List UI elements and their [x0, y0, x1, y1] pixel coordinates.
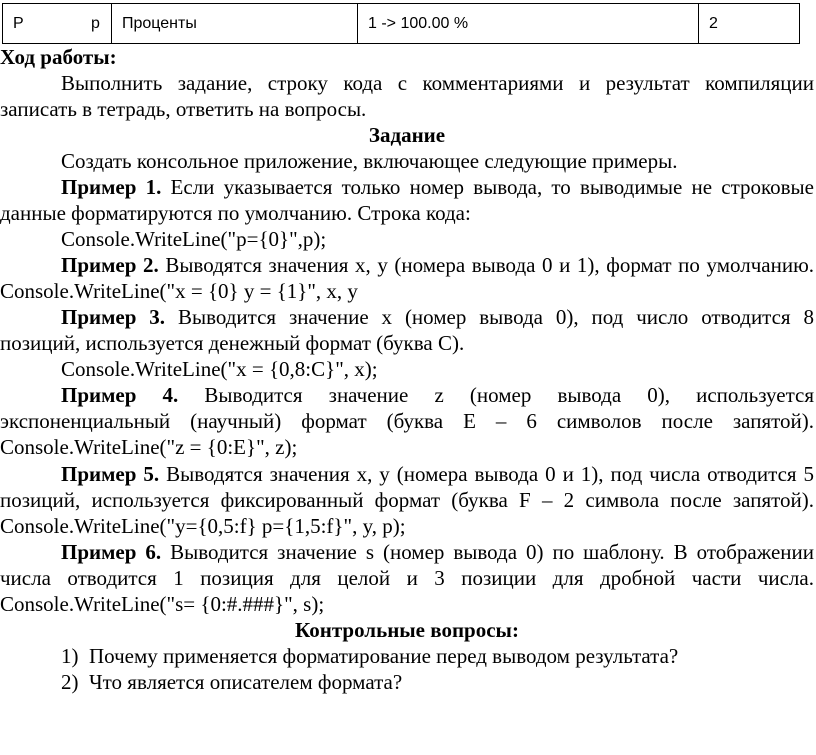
list-item [61, 669, 814, 695]
example-1-code: Console.WriteLine("p={0}",p); [61, 227, 327, 252]
example-text: Выводятся значения x, y (номера вывода 0 и 1), под числа отводится 5 позиций, используется фиксированный формат (буква F – 2 символа после запятой). Console.WriteLine("y={0,5:f} p={1,5:f}", y, p); [0, 461, 815, 538]
format-table [2, 3, 800, 44]
example-6 [0, 539, 814, 617]
example-3-code: Console.WriteLine("x = {0,8:C}", x); [61, 357, 378, 382]
question-number: 1) [61, 643, 79, 668]
example-1 [0, 174, 814, 226]
table-cell-number: 2 [699, 4, 800, 44]
list-item [61, 643, 814, 669]
example-4 [0, 382, 814, 460]
progress-heading: Ход работы: [0, 45, 117, 69]
example-text: Выводится значение s (номер вывода 0) по шаблону. В отображении числа отводится 1 позиция для целой и 3 позиции для дробной части числа. Console.WriteLine("s= {0:#.###}", s); [0, 539, 815, 616]
example-label: Пример 6. [61, 539, 162, 564]
question-number: 2) [61, 669, 79, 694]
example-text: Выводится значение x (номер вывода 0), под число отводится 8 позиций, используется денежный формат (буква С). [0, 305, 814, 356]
example-label: Пример 5. [61, 461, 160, 486]
example-text: Выводятся значения x, y (номера вывода 0 и 1), формат по умолчанию. Console.WriteLine("x = {0} y = {1}", x, y [0, 253, 815, 304]
format-letter-lower: p [91, 14, 100, 32]
table-cell-name: Проценты [112, 4, 358, 44]
question-text: Почему применяется форматирование перед выводом результата? [89, 643, 679, 668]
questions-heading: Контрольные вопросы: [295, 617, 519, 642]
questions-list [0, 643, 814, 695]
question-text: Что является описателем формата? [89, 669, 403, 694]
table-row [3, 4, 800, 44]
example-label: Пример 1. [61, 175, 162, 200]
example-text: Если указывается только номер вывода, то выводимые не строковые данные форматируются по умолчанию. Строка кода: [0, 175, 814, 226]
example-5 [0, 461, 814, 539]
example-2 [0, 252, 814, 304]
table-cell-format [3, 4, 112, 44]
document-body [0, 44, 814, 695]
table-cell-example: 1 -> 100.00 % [358, 4, 699, 44]
example-text: Выводится значение z (номер вывода 0), используется экспоненциальный (научный) формат (буква Е – 6 символов после запятой). Console.WriteLine("z = {0:E}", z); [0, 383, 815, 460]
task-heading: Задание [368, 123, 446, 148]
format-letter-upper: P [13, 14, 24, 32]
example-3 [0, 304, 814, 356]
example-label: Пример 2. [61, 253, 159, 278]
task-text: Создать консольное приложение, включающее следующие примеры. [61, 149, 678, 174]
progress-text: Выполнить задание, строку кода с комментариями и результат компиляции записать в тетрадь, ответить на вопросы. [0, 71, 814, 122]
example-label: Пример 4. [61, 383, 179, 408]
example-label: Пример 3. [61, 305, 166, 330]
